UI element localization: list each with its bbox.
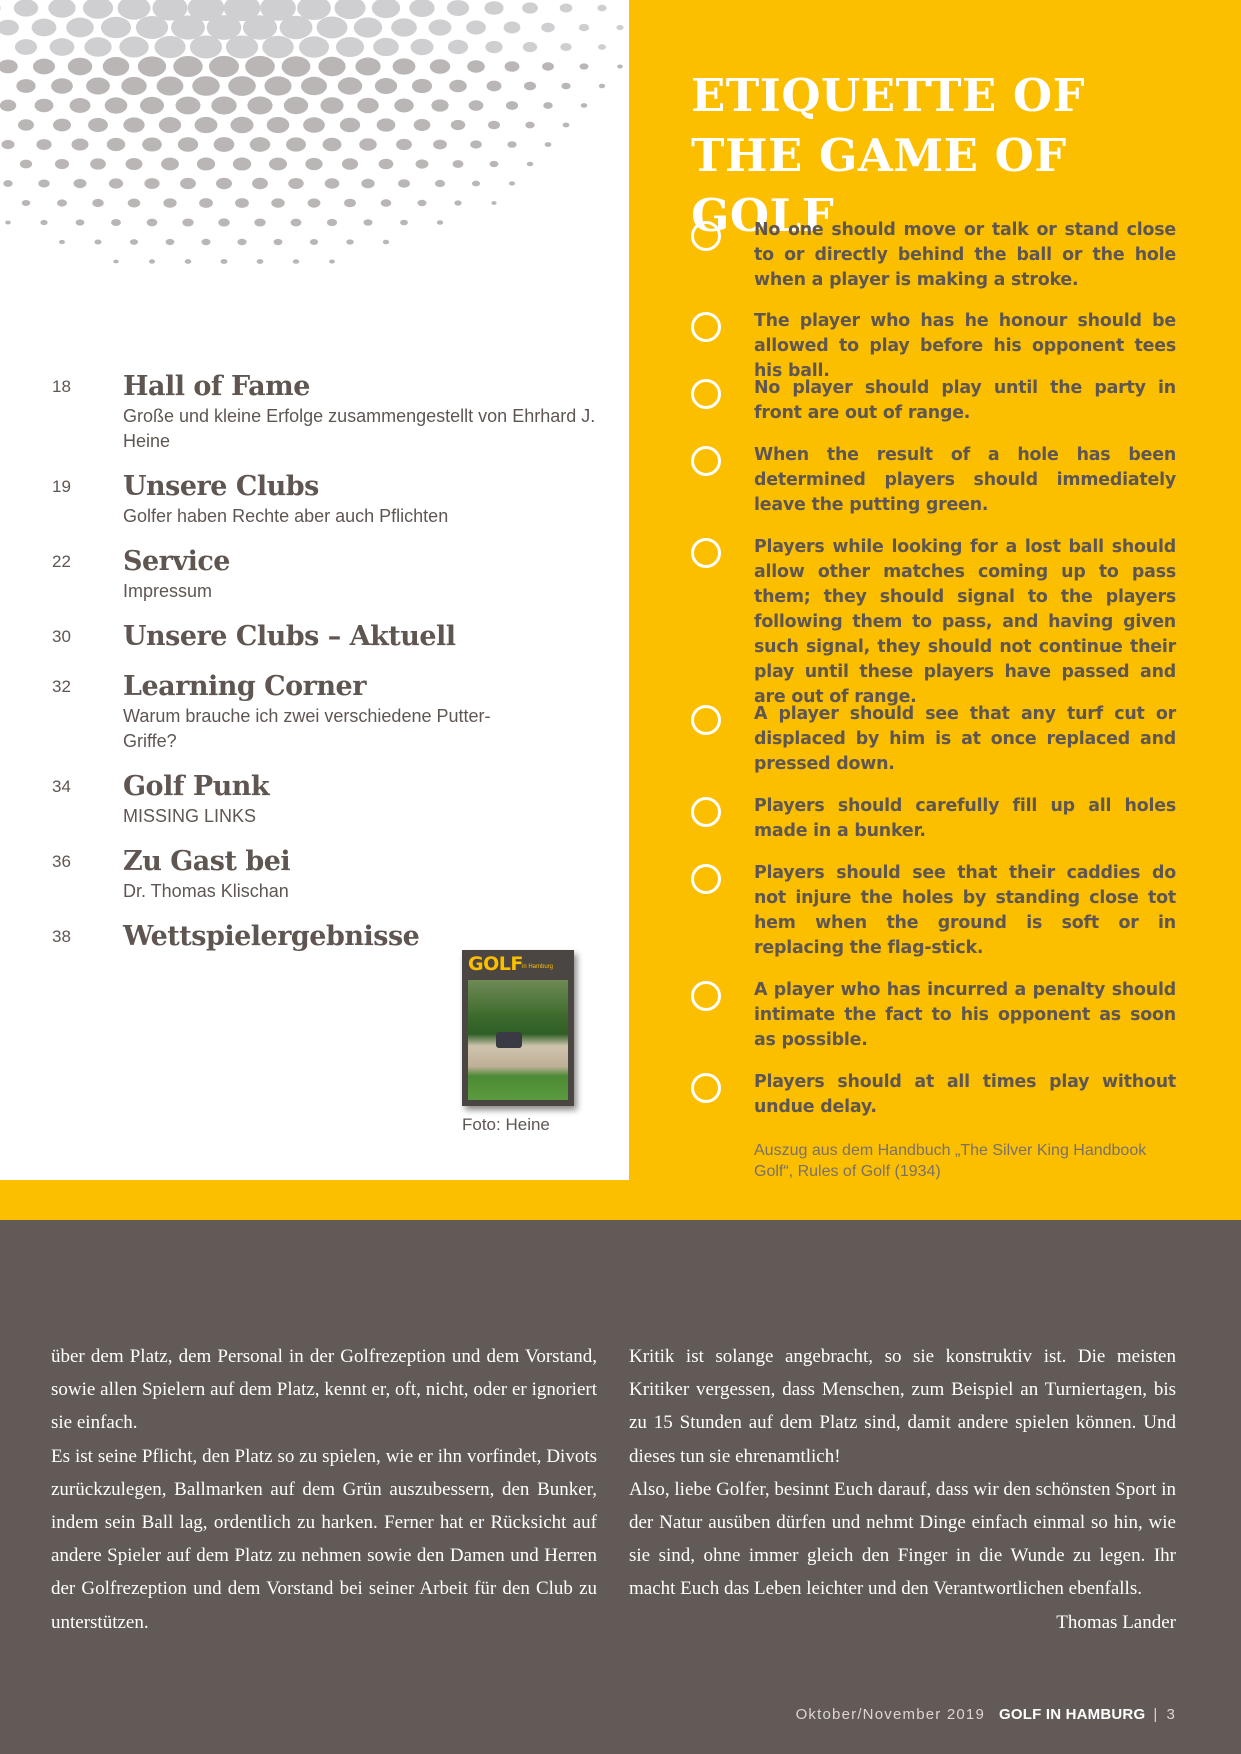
halftone-dot bbox=[36, 139, 51, 150]
halftone-dot bbox=[214, 137, 235, 152]
halftone-dot bbox=[563, 123, 570, 128]
halftone-dot bbox=[144, 178, 159, 189]
halftone-dot bbox=[257, 259, 264, 264]
halftone-dot bbox=[303, 117, 325, 132]
halftone-dot bbox=[230, 117, 253, 133]
halftone-dot bbox=[414, 119, 431, 131]
halftone-dot bbox=[417, 200, 426, 206]
halftone-dot bbox=[76, 219, 85, 225]
halftone-dot bbox=[94, 239, 101, 244]
halftone-dot bbox=[149, 259, 155, 263]
halftone-dot bbox=[173, 56, 202, 77]
halftone-dot bbox=[88, 118, 108, 132]
photo-credit: Foto: Heine bbox=[462, 1115, 550, 1134]
halftone-dot bbox=[211, 96, 236, 114]
article-paragraph: Kritik ist solange angebracht, so sie konstruktiv ist. Die meisten Kritiker vergessen, dass Menschen, zum Beispiel an Turniertagen, bis zu 15 Stunden auf dem Platz sind, damit andere spielen können. Und dieses tun sie ehrenamtlich! bbox=[629, 1346, 1176, 1467]
halftone-dot bbox=[237, 239, 246, 246]
halftone-dot bbox=[506, 101, 518, 110]
halftone-dot bbox=[161, 158, 179, 171]
halftone-dot bbox=[216, 178, 232, 189]
toc-entry[interactable] bbox=[52, 920, 612, 954]
halftone-dot bbox=[448, 40, 468, 54]
halftone-dot bbox=[228, 76, 256, 96]
halftone-dot bbox=[103, 57, 130, 76]
halftone-dot bbox=[113, 260, 118, 264]
etiquette-rule: Players should see that their caddies do not injure the holes by standing close tot hem when the ground is soft or in replacing the flag-stick. bbox=[691, 861, 1176, 961]
issue-date: Oktober/November 2019 bbox=[795, 1706, 986, 1723]
halftone-dot bbox=[299, 36, 329, 57]
halftone-dot bbox=[53, 119, 71, 132]
toc-entry[interactable] bbox=[52, 545, 612, 604]
halftone-dot bbox=[154, 36, 185, 58]
toc-subtitle: Golfer haben Rechte aber auch Pflichten bbox=[123, 506, 449, 526]
toc-title: Service bbox=[123, 546, 230, 577]
toc-entry[interactable] bbox=[52, 470, 612, 529]
magazine-brand: GOLF IN HAMBURG bbox=[999, 1706, 1146, 1723]
halftone-dot bbox=[505, 61, 520, 72]
toc-page-number: 22 bbox=[52, 552, 71, 571]
halftone-dot bbox=[48, 0, 75, 18]
halftone-dot bbox=[598, 44, 606, 50]
etiquette-title: ETIQUETTE OF THE GAME OF GOLF bbox=[691, 69, 1086, 242]
halftone-dot bbox=[226, 36, 258, 59]
article-column-left bbox=[51, 1340, 597, 1639]
halftone-dot bbox=[469, 100, 484, 111]
halftone-dot bbox=[373, 38, 399, 56]
halftone-dot bbox=[199, 198, 213, 208]
halftone-dot bbox=[560, 3, 573, 12]
halftone-dot bbox=[159, 117, 181, 133]
halftone-dot bbox=[430, 59, 450, 73]
halftone-dot bbox=[327, 219, 337, 226]
halftone-dot bbox=[466, 20, 486, 34]
halftone-dot bbox=[288, 178, 303, 189]
etiquette-rule: The player who has he honour should be allowed to play before his opponent tees his ball. bbox=[691, 309, 1176, 384]
etiquette-rule: A player who has incurred a penalty should intimate the fact to his opponent as soon as possible. bbox=[691, 978, 1176, 1053]
halftone-dot bbox=[235, 198, 249, 208]
article-paragraph: über dem Platz, dem Personal in der Golfrezeption und dem Vorstand, sowie allen Spielern auf dem Platz, kennt er, oft, nicht, oder er ignoriert sie einfach. bbox=[51, 1346, 597, 1434]
halftone-dot bbox=[357, 98, 379, 113]
halftone-dot bbox=[416, 159, 429, 168]
halftone-dot bbox=[616, 25, 623, 30]
halftone-dot bbox=[163, 198, 176, 207]
halftone-dot bbox=[318, 57, 345, 76]
toc-page-number: 30 bbox=[52, 627, 71, 646]
halftone-dot bbox=[195, 117, 218, 133]
halftone-dot bbox=[74, 179, 87, 188]
halftone-dot bbox=[412, 79, 432, 93]
etiquette-rule: Players while looking for a lost ball should allow other matches coming up to pass them; they should signal to the players following them to pass, and having given such signal, they should not continue their play until these players have passed and are out of range. bbox=[691, 535, 1176, 710]
halftone-dot bbox=[504, 22, 521, 34]
halftone-dot bbox=[431, 99, 448, 111]
cover-logo-subtitle: in Hamburg bbox=[522, 964, 554, 970]
halftone-dot bbox=[359, 138, 377, 151]
halftone-dot bbox=[128, 199, 141, 208]
halftone-dot bbox=[286, 137, 306, 151]
halftone-dot bbox=[51, 78, 73, 93]
halftone-dot bbox=[15, 39, 37, 55]
halftone-dot bbox=[453, 160, 464, 168]
halftone-dot bbox=[197, 157, 215, 170]
halftone-dot bbox=[0, 20, 19, 36]
toc-page-number: 34 bbox=[52, 777, 71, 796]
toc-title: Zu Gast bei bbox=[123, 846, 291, 877]
halftone-dot bbox=[90, 158, 106, 169]
halftone-dot bbox=[123, 117, 144, 132]
halftone-dot bbox=[22, 200, 30, 206]
halftone-dot bbox=[541, 23, 555, 33]
halftone-dot bbox=[271, 198, 284, 208]
halftone-dot bbox=[185, 259, 192, 264]
halftone-dot bbox=[72, 138, 89, 150]
halftone-dot bbox=[192, 76, 220, 96]
halftone-dot bbox=[142, 137, 162, 151]
circle-bullet-icon bbox=[691, 538, 721, 568]
halftone-dot bbox=[84, 37, 111, 56]
circle-bullet-icon bbox=[691, 379, 721, 409]
circle-bullet-icon bbox=[691, 981, 721, 1011]
halftone-dot bbox=[262, 36, 294, 58]
halftone-dot bbox=[35, 99, 54, 112]
halftone-dot bbox=[109, 178, 123, 188]
halftone-dot bbox=[581, 103, 588, 108]
halftone-dot bbox=[383, 240, 389, 245]
halftone-dot bbox=[101, 17, 131, 38]
halftone-dot bbox=[336, 37, 364, 57]
halftone-dot bbox=[524, 82, 536, 91]
halftone-dot bbox=[293, 259, 299, 264]
article-paragraph: Also, liebe Golfer, besinnt Euch darauf, dass wir den schönsten Sport in der Natur ausüben dürfen und nehmt Dinge einfach einmal so hin, wie sie sind, ohne immer gleich den Finger in die Wunde zu legen. Ihr macht Euch das Leben leichter und den Verantwortlichen ebenfalls. Thomas Lander bbox=[629, 1473, 1176, 1606]
halftone-dot bbox=[274, 239, 283, 245]
halftone-dot bbox=[171, 15, 205, 39]
halftone-dot bbox=[32, 19, 57, 37]
halftone-dot bbox=[560, 43, 571, 51]
halftone-dot bbox=[0, 60, 18, 74]
halftone-dot bbox=[396, 139, 412, 150]
toc-entry[interactable] bbox=[52, 370, 612, 454]
halftone-dot bbox=[447, 0, 469, 16]
halftone-dot bbox=[308, 198, 321, 207]
halftone-dot bbox=[346, 239, 353, 244]
halftone-dot bbox=[16, 79, 35, 93]
halftone-dot bbox=[190, 36, 222, 59]
halftone-dot bbox=[491, 201, 496, 205]
toc-title: Unsere Clubs – Aktuell bbox=[123, 621, 456, 652]
halftone-dot bbox=[409, 0, 434, 17]
halftone-dot bbox=[38, 179, 49, 187]
halftone-dot bbox=[599, 84, 605, 88]
halftone-dot bbox=[118, 0, 151, 20]
halftone-dot bbox=[86, 78, 110, 95]
halftone-dot bbox=[83, 0, 113, 19]
halftone-dot bbox=[490, 161, 499, 167]
halftone-dot bbox=[522, 2, 538, 13]
etiquette-rule: When the result of a hole has been determined players should immediately leave the putting green. bbox=[691, 443, 1176, 518]
footer-separator: | bbox=[1153, 1706, 1159, 1723]
cover-logo: GOLF bbox=[468, 953, 523, 975]
halftone-dot bbox=[107, 138, 126, 151]
halftone-dot bbox=[136, 16, 168, 39]
halftone-dot bbox=[507, 141, 516, 148]
halftone-dot bbox=[178, 137, 198, 152]
halftone-dot bbox=[361, 179, 374, 189]
golf-cart-shape bbox=[496, 1032, 522, 1048]
halftone-dot bbox=[138, 56, 166, 76]
halftone-dot bbox=[342, 158, 358, 170]
halftone-dot bbox=[435, 180, 445, 187]
halftone-dot bbox=[20, 160, 32, 169]
toc-title: Golf Punk bbox=[123, 771, 270, 802]
halftone-dot bbox=[523, 42, 537, 52]
toc-subtitle: Warum brauche ich zwei verschiedene Putter-Griffe? bbox=[123, 706, 491, 751]
halftone-dot bbox=[14, 0, 38, 17]
halftone-dot bbox=[182, 218, 193, 226]
halftone-dot bbox=[543, 102, 552, 109]
halftone-dot bbox=[126, 158, 143, 170]
halftone-dot bbox=[597, 5, 606, 12]
halftone-dot bbox=[509, 181, 515, 185]
circle-bullet-icon bbox=[691, 446, 721, 476]
etiquette-rule: A player should see that any turf cut or displaced by him is at once replaced and pressed down. bbox=[691, 702, 1176, 777]
source-note: Auszug aus dem Handbuch „The Silver King Handbook Golf“, Rules of Golf (1934) bbox=[754, 1142, 1147, 1180]
halftone-dot bbox=[305, 158, 322, 170]
halftone-dots-decoration bbox=[0, 0, 629, 350]
halftone-dot bbox=[245, 56, 275, 77]
halftone-dot bbox=[280, 16, 313, 39]
halftone-dot bbox=[451, 120, 465, 130]
toc-subtitle: Impressum bbox=[123, 581, 213, 601]
halftone-dot bbox=[400, 220, 408, 226]
halftone-dot bbox=[50, 38, 75, 56]
halftone-dot bbox=[66, 18, 94, 38]
toc-page-number: 18 bbox=[52, 377, 71, 396]
halftone-dot bbox=[310, 239, 318, 245]
halftone-dot bbox=[254, 218, 265, 226]
halftone-dot bbox=[282, 56, 311, 77]
halftone-dot bbox=[381, 199, 392, 207]
halftone-dot bbox=[243, 15, 277, 39]
etiquette-rule: Players should carefully fill up all holes made in a bunker. bbox=[691, 794, 1176, 844]
halftone-dot bbox=[33, 59, 55, 75]
halftone-dot bbox=[393, 58, 416, 74]
toc-subtitle: Dr. Thomas Klischan bbox=[123, 881, 289, 901]
article-column-right bbox=[629, 1340, 1176, 1639]
circle-bullet-icon bbox=[691, 797, 721, 827]
halftone-dot bbox=[334, 0, 365, 19]
halftone-dot bbox=[233, 157, 251, 170]
toc-entry[interactable] bbox=[52, 670, 612, 754]
halftone-dot bbox=[5, 220, 11, 224]
toc-title: Wettspielergebnisse bbox=[123, 921, 420, 952]
halftone-dot bbox=[267, 117, 290, 133]
halftone-dot bbox=[325, 178, 340, 188]
halftone-dot bbox=[252, 178, 268, 189]
toc-entry[interactable] bbox=[52, 845, 612, 904]
halftone-dot bbox=[467, 60, 485, 73]
halftone-dot bbox=[70, 98, 91, 113]
halftone-dot bbox=[250, 137, 271, 152]
article-paragraph: Es ist seine Pflicht, den Platz so zu spielen, wie er ihn vorfindet, Divots zurückzulegen, Ballmarken auf dem Grün auszubessern, den Bunker, indem sein Ball lag, ordentlich zu harken. Ferner hat er Rücksicht auf andere Spieler auf dem Platz zu nehmen sowie den Damen und Herren der Golfrezeption und dem Vorstand bei seiner Arbeit für den Club zu unterstützen. bbox=[51, 1445, 597, 1633]
toc-entry[interactable] bbox=[52, 770, 612, 829]
toc-title: Unsere Clubs bbox=[123, 471, 319, 502]
halftone-dot bbox=[59, 240, 65, 244]
halftone-dot bbox=[323, 138, 342, 152]
halftone-dot bbox=[429, 19, 452, 35]
halftone-dot bbox=[545, 142, 552, 147]
halftone-dot bbox=[344, 199, 356, 207]
circle-bullet-icon bbox=[691, 221, 721, 251]
halftone-dot bbox=[580, 63, 589, 69]
halftone-dot bbox=[291, 219, 302, 227]
halftone-dot bbox=[157, 76, 184, 95]
halftone-dot bbox=[3, 180, 12, 187]
halftone-dot bbox=[176, 97, 201, 115]
halftone-dot bbox=[18, 119, 34, 130]
halftone-dot bbox=[1, 140, 14, 149]
cover-photo bbox=[468, 980, 568, 1100]
toc-subtitle: MISSING LINKS bbox=[123, 806, 257, 826]
halftone-dot bbox=[201, 239, 210, 245]
halftone-dot bbox=[320, 97, 343, 114]
halftone-dot bbox=[284, 97, 308, 114]
halftone-dot bbox=[218, 218, 229, 226]
circle-bullet-icon bbox=[691, 1073, 721, 1103]
etiquette-rule: No one should move or talk or stand close to or directly behind the ball or the hole when a player is making a stroke. bbox=[691, 218, 1176, 293]
halftone-dot bbox=[40, 220, 47, 225]
halftone-dot bbox=[221, 259, 228, 264]
halftone-dot bbox=[410, 39, 433, 55]
halftone-dot bbox=[363, 219, 372, 225]
halftone-dot bbox=[264, 76, 291, 95]
halftone-dot bbox=[398, 179, 410, 187]
halftone-dot bbox=[121, 77, 146, 95]
halftone-dot bbox=[617, 64, 623, 68]
halftone-dot bbox=[119, 36, 148, 57]
halftone-dot bbox=[209, 56, 239, 77]
circle-bullet-icon bbox=[691, 705, 721, 735]
halftone-dot bbox=[111, 219, 121, 226]
halftone-dot bbox=[0, 100, 16, 112]
halftone-dot bbox=[355, 58, 380, 76]
halftone-dot bbox=[487, 81, 502, 92]
halftone-dot bbox=[140, 97, 164, 114]
toc-page-number: 32 bbox=[52, 677, 71, 696]
halftone-dot bbox=[488, 121, 500, 130]
halftone-dot bbox=[542, 62, 554, 70]
halftone-dot bbox=[394, 99, 414, 113]
halftone-dot bbox=[247, 97, 272, 115]
halftone-dot bbox=[485, 41, 502, 53]
halftone-dot bbox=[391, 18, 417, 36]
halftone-dot bbox=[301, 77, 327, 96]
etiquette-rule: Players should at all times play without undue delay. bbox=[691, 1070, 1176, 1120]
toc-subtitle: Große und kleine Erfolge zusammengestellt von Ehrhard J. Heine bbox=[123, 406, 596, 451]
halftone-dot bbox=[437, 220, 443, 224]
halftone-dot bbox=[354, 17, 382, 37]
halftone-dot bbox=[55, 159, 69, 169]
halftone-dot bbox=[207, 15, 242, 40]
halftone-dot bbox=[0, 0, 1, 15]
halftone-dot bbox=[329, 259, 335, 263]
halftone-dot bbox=[579, 24, 589, 31]
toc-page-number: 38 bbox=[52, 927, 71, 946]
toc-page-number: 19 bbox=[52, 477, 71, 496]
toc-entry[interactable] bbox=[52, 620, 612, 654]
halftone-dot bbox=[147, 219, 158, 227]
etiquette-rule: No player should play until the party in front are out of range. bbox=[691, 376, 1176, 426]
halftone-dot bbox=[527, 162, 533, 167]
halftone-dot bbox=[166, 239, 175, 245]
halftone-dot bbox=[472, 181, 480, 187]
halftone-dot bbox=[449, 80, 467, 93]
halftone-dot bbox=[375, 78, 397, 94]
halftone-dot bbox=[269, 158, 287, 171]
halftone-dot bbox=[130, 239, 138, 245]
halftone-dot bbox=[433, 140, 447, 150]
halftone-dot bbox=[57, 199, 67, 206]
halftone-dot bbox=[372, 0, 400, 18]
toc-title: Learning Corner bbox=[123, 671, 366, 702]
magazine-cover-image bbox=[462, 950, 574, 1106]
etiquette-panel-strip bbox=[0, 1180, 629, 1220]
author-signature: Thomas Lander bbox=[1056, 1611, 1176, 1633]
page-footer bbox=[796, 1706, 1176, 1723]
halftone-dot bbox=[470, 140, 482, 148]
halftone-dot bbox=[338, 77, 362, 94]
halftone-dot bbox=[484, 1, 503, 15]
toc-page-number: 36 bbox=[52, 852, 71, 871]
halftone-dot bbox=[525, 122, 534, 129]
halftone-dot bbox=[454, 200, 461, 205]
circle-bullet-icon bbox=[691, 312, 721, 342]
halftone-dot bbox=[340, 118, 360, 133]
halftone-dot bbox=[377, 118, 396, 131]
halftone-dot bbox=[68, 58, 92, 75]
halftone-dot bbox=[105, 97, 128, 113]
halftone-dot bbox=[92, 199, 103, 207]
halftone-dot bbox=[180, 178, 196, 189]
halftone-dot bbox=[561, 83, 570, 90]
toc-title: Hall of Fame bbox=[123, 371, 310, 402]
page-number: 3 bbox=[1166, 1706, 1176, 1723]
halftone-dot bbox=[317, 16, 348, 38]
circle-bullet-icon bbox=[691, 864, 721, 894]
halftone-dot bbox=[379, 159, 394, 169]
